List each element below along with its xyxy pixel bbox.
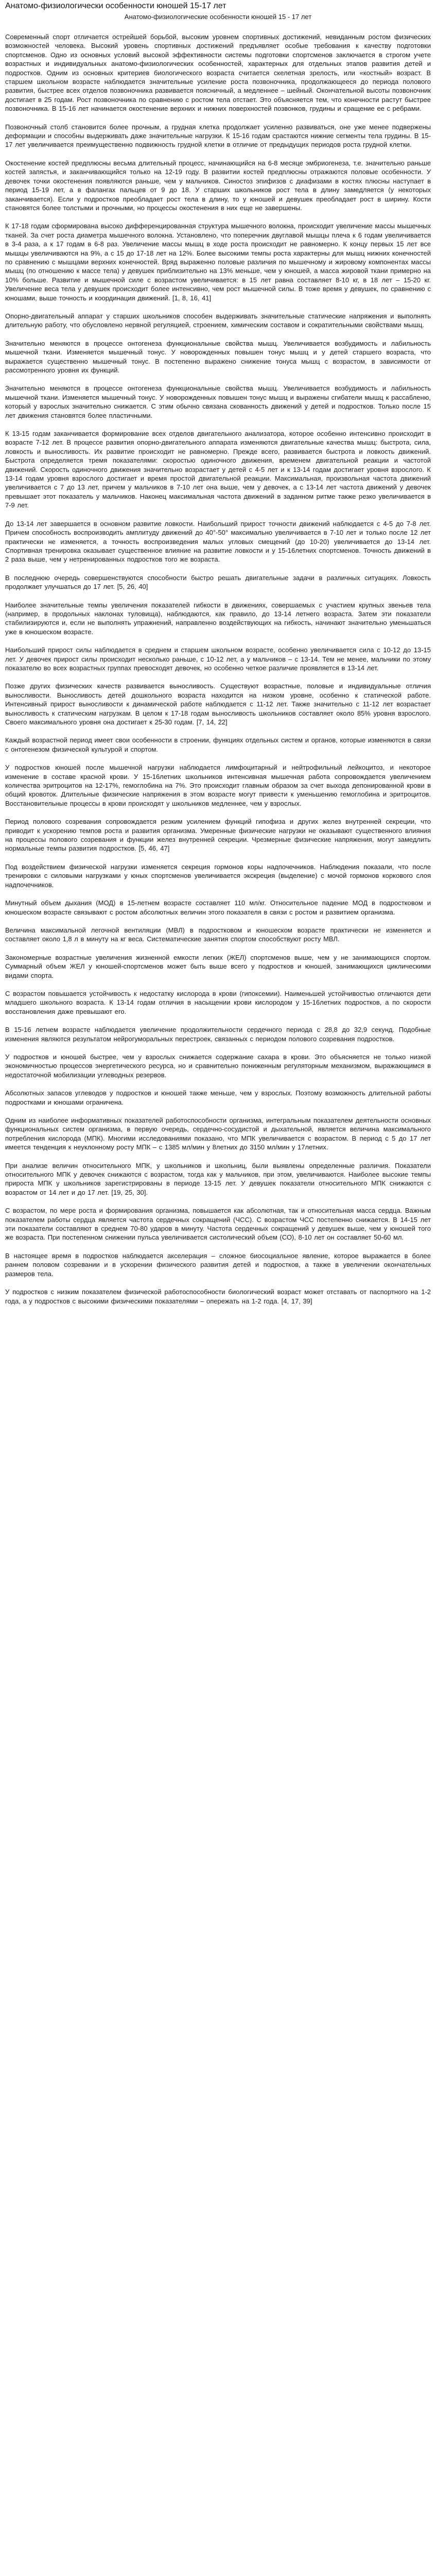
body-paragraph: С возрастом, по мере роста и формирования организма, повышается как абсолютная, так и относительная масса сердца. Важным показателем работы сердца является частота сердечных сокращений (ЧСС). С возрастом ЧСС постепенно снижается. В 14-15 лет эти показатели составляют в среднем 70-80 ударов в минуту. Частота сердечных сокращений у девушек выше, чем у юношей того же возраста. При постепенном снижении пульса увеличивается систолический объем (СО), 8-10 лет он составляет 50-60 мл. [5,1207,431,1242]
body-paragraph: При анализе величин относительного МПК, у школьников и школьниц, были выявлены определенные различия. Показатели относительного МПК у девочек снижаются с возрастом, тогда как у мальчиков, при этом, увеличиваются. Наиболее высокие темпы прироста МПК у школьников зарегистрированы в периоде 13-15 лет. У девушек показатели относительного МПК снижаются с возрастом от 14 лет и до 17 лет. [19, 25, 30]. [5,1161,431,1196]
body-paragraph: Окостенение костей предплюсны весьма длительный процесс, начинающийся на 6-8 месяце эмбриогенеза, т.е. значительно раньше костей запястья, и заканчивающийся только на 12-19 году. В развитии костей предплюсны отражаются половые особенности. У девочек точки окостенения появляются раньше, чем у мальчиков. Синостоз эпифизов с диафизами в костях плюсны наступает в период 15-19 лет, а в фалангах пальцев от 9 до 18. У старших школьников рост тела в длину замедляется (у некоторых заканчивается). Если у подростков преобладает рост тела в длину, то у юношей и девушек преобладает рост в ширину. Кости становятся более толстыми и прочными, но процессы окостенения в них еще не завершены. [5,159,431,212]
body-paragraph: У подростков и юношей быстрее, чем у взрослых снижается содержание сахара в крови. Это объясняется не только низкой экономичностью процессов энергетического ресурса, но и сравнительно пониженным регуляторным механизмом, выражающимся в недостаточной мобилизации углеводных резервов. [5,1053,431,1079]
body-paragraph: С возрастом повышается устойчивость к недостатку кислорода в крови (гипоксемии). Наименьшей устойчивостью отличаются дети младшего школьного возраста. К 13-14 годам отличия в насыщении крови кислородом у 15-16летних подростков, а по скорости восстановления даже превышают его. [5,989,431,1015]
body-paragraph: Современный спорт отличается острейшей борьбой, высоким уровнем спортивных достижений, невиданным ростом физических возможностей человека. Высокий уровень спортивных достижений предъявляет особые требования к качеству подготовки спортсменов. Одно из основных условий высокой эффективности системы подготовки спортсменов заключается в строгом учете возрастных и индивидуальных анатомо-физиологических особенностей, характерных для отдельных этапов развития детей и подростков. Одним из основных критериев биологического возраста считается скелетная зрелость, или «костный» возраст. В старшем школьном возрасте наблюдается значительные усиление роста позвоночника, продолжающееся до периода полового развития, быстрее всех отделов позвоночника развивается поясничный, а медленнее – шейный. Окончательной высоты позвоночник достигает в 25 годам. Рост позвоночника по сравнению с ростом тела отстает. Это объясняется тем, что конечности растут быстрее позвоночника. В 15-16 лет начинается окостенение верхних и нижних поверхностей позвонков, грудины и сращение ее с ребрами. [5,33,431,113]
body-paragraph: Значительно меняются в процессе онтогенеза функциональные свойства мышц. Увеличивается возбудимость и лабильность мышечной ткани. Изменяется мышечный тонус. У новорожденных повышен тонус мышц и у детей старшего возраста, что выражается существенно мышечный тонус. В постепенно выражено снижение тонуса мышц с возрастом, в зависимости от рассмотренного уровня их функций. [5,339,431,374]
body-paragraph: Значительно меняются в процессе онтогенеза функциональные свойства мышц. Увеличивается возбудимость и лабильность мышечной ткани. Изменяется мышечный тонус. У новорожденных повышен тонус мышц и выражены сгибатели мышц к рассабленю, который у взрослых значительно снижается. С этим обычно связана скованность движений у детей и подростков. Только после 15 лет движения становятся более пластичными. [5,384,431,419]
document-subtitle: Анатомо-физиологические особенности юношей 15 - 17 лет [124,13,312,21]
body-paragraph: Величина максимальной легочной вентиляции (МВЛ) в подростковом и юношеском возрасте практически не изменяется и составляет около 1,8 л в минуту на кг веса. Систематические занятия спортом способствуют росту МВЛ. [5,926,431,943]
body-paragraph: В последнюю очередь совершенствуются способности быстро решать двигательные задачи в различных ситуациях. Ловкость продолжает улучшаться до 17 лет. [5, 26, 40] [5,573,431,591]
body-paragraph: Наибольший прирост силы наблюдается в среднем и старшем школьном возрасте, особенно увеличивается сила с 10-12 до 13-15 лет. У девочек прирост силы происходит несколько раньше, с 10-12 лет, а у мальчиков – с 13-14. Тем не менее, мальчики по этому показателю во всех возрастных группах превосходят девочек, но особенно четкое различие проявляется в 13-14 лет. [5,646,431,672]
body-paragraph: У подростков юношей после мышечной нагрузки наблюдается лимфоцитарный и нейтрофильный лейкоцитоз, и некоторое изменение в составе красной крови. У 15-16летних школьников интенсивная мышечная работа сопровождается увеличением количества эритроцитов на 12-17%, гемоглобина на 7%. Это происходит главным образом за счет выхода депонированной крови в общий кровоток. Длительные физические напряжения в этом возрасте могут привести к уменьшению гемоглобина и эритроцитов. Восстановительные процессы в крови происходят у школьников медленнее, чем у взрослых. [5,764,431,807]
document-body [5,32,431,1306]
body-paragraph: Позже других физических качеств развивается выносливость. Существуют возрастные, половые и индивидуальные отличия выносливости. Выносливость детей дошкольного возраста находится на низком уровне, особенно к статической работе. Интенсивный прирост выносливости к динамической работе наблюдается с 11-12 лет. Также значительно с 11-12 лет возрастает выносливость к статическим нагрузкам. В целом к 17-18 годам выносливость школьников составляет около 85% уровня взрослого. Своего максимального уровня она достигает к 25-30 годам. [7, 14, 22] [5,682,431,726]
body-paragraph: Под воздействием физической нагрузки изменяется секреция гормонов коры надпочечников. Наблюдения показали, что после тренировки с силовыми нагрузками у юных спортсменов увеличивается экскреция (выделение) с мочой гормонов коркового слоя надпочечников. [5,862,431,889]
body-paragraph: В настоящее время в подростков наблюдается акселерация – сложное биосоциальное явление, которое выражается в более раннем половом созревании и в ускорении физического развития детей и подростков, а также в увеличении окончательных размеров тела. [5,1251,431,1278]
body-paragraph: До 13-14 лет завершается в основном развитие ловкости. Наибольший прирост точности движений наблюдается с 4-5 до 7-8 лет. Причем способность воспроизводить амплитуду движений до 40°-50° максимально увеличивается в 7-10 лет и только после 12 лет практически не изменяется, а точность воспроизведения малых угловых смещений (до 10-20) увеличивается до 13-14 лет. Спортивная тренировка оказывает существенное влияние на развитие ловкости и у 15-16летних спортсменов. Точность движений в 2 раза выше, чем у нетренированных подростков того же возраста. [5,519,431,564]
body-paragraph: Опорно-двигательный аппарат у старших школьников способен выдерживать значительные статические напряжения и выполнять длительную работу, что обусловлено нервной регуляцией, строением, химическим составом и сократительными свойствами мышц. [5,312,431,329]
body-paragraph: Закономерные возрастные увеличения жизненной емкости легких (ЖЕЛ) спортсменов выше, чем у не занимающихся спортом. Суммарный объем ЖЕЛ у юношей-спортсменов может быть выше всего у подростков и юношей, занимающихся циклическими видами спорта. [5,953,431,979]
body-paragraph: Позвоночный столб становится более прочным, а грудная клетка продолжает усиленно развиваться, оне уже менее подвержены деформации и способны выдерживать даже значительные нагрузки. К 15-16 годам срастаются нижние сегменты тела грудины. В 15-17 лет увеличивается преимущественно подвижность грудной клетки в отличие от предыдущих периодов роста грудной клетки. [5,123,431,149]
body-paragraph: В 15-16 летнем возрасте наблюдается увеличение продолжительности сердечного периода с 28,8 до 32,9 секунд. Подобные изменения являются результатом нейрогуморальных перестроек, связанных с периодом полового созревания подростков. [5,1026,431,1043]
body-paragraph: Одним из наиболее информативных показателей работоспособности организма, интегральным показателем деятельности основных функциональных систем организма, в первую очередь, сердечно-сосудистой и дыхательной, является величина максимального потребления кислорода (МПК). Многими исследованиями показано, что МПК увеличивается с возрастом. В период с 5 до 17 лет имеется тенденция к неуклонному росту МПК – с 1385 мл/мин у 8летних до 3150 мл/мин у 17летних. [5,1116,431,1151]
body-paragraph: К 13-15 годам заканчивается формирование всех отделов двигательного анализатора, которое особенно интенсивно происходит в возрасте 7-12 лет. В процессе развития опорно-двигательного аппарата изменяются двигательные качества мышц: быстрота, сила, ловкость и выносливость. Их развитие происходит не равномерно. Прежде всего, развивается быстрота и ловкость движений. Быстрота определяется тремя показателями: скоростью одиночного движения, временем двигательной реакции и частотой движений. Скорость одиночного движения значительно возрастает у детей с 4-5 лет и к 13-14 годам достигает уровня взрослого. К 13-14 годам уровня взрослого достигает и время простой двигательной реакции. Максимальная, произвольная частота движений увеличивается с 7 до 13 лет, причем у мальчиков в 7-10 лет она выше, чем у девочек, а с 13-14 лет частота движений у девочек превышает этот показатель у мальчиков. Наконец максимальная частота движений в заданном ритме также резко увеличивается в 7-9 лет. [5,430,431,510]
body-paragraph: К 17-18 годам сформирована высоко дифференцированная структура мышечного волокна, происходит увеличение массы мышечных тканей. За счет роста диаметра мышечного волокна. Установлено, что поперечник двуглавой мышцы плеча к 6 годам увеличивается в 3-4 раза, а к 17 годам в 6-8 раз. Увеличение массы мышц в ходе роста происходит не равномерно. К концу первых 15 лет все мышцы увеличиваются на 9%, а с 15 до 17-18 лет на 12%. Более высокими темпы роста характерны для мышц нижних конечностей по сравнению с мышцами верхних конечностей. Вряд выраженно половые различия по мышечному и жировому компонентах массы мышц (по отношению к массе тела) у девушек приблизительно на 13% меньше, чем у юношей, а масса жировой ткани примерно на 10% больше. Развитие и мышечной силе с возрастом увеличивается: в 15 лет равна составляет 8-10 кг, в 18 лет – 15-20 кг. Увеличение веса тела у девушек происходит более интенсивно, чем рост мышечной силы. В тоже время у девушек, по сравнению с юношами, выше точность и координация движений. [1, 8, 16, 41] [5,222,431,302]
body-paragraph: Каждый возрастной период имеет свои особенности в строении, функциях отдельных систем и органов, которые изменяются в связи с онтогенезом физической культурой и спортом. [5,736,431,753]
body-paragraph: У подростков с низким показателем физической работоспособности биологический возраст может отставать от паспортного на 1-2 года, а у подростков с высокими физическими показателями – опережать на 1-2 года. [4, 17, 39] [5,1288,431,1305]
body-paragraph: Период полового созревания сопровождается резким усилением функций гипофиза и других желез внутренней секреции, что приводит к ускорению темпов роста и развития организма. Умеренные физические нагрузки не оказывают существенного влияния на процессы полового созревания и функции желез внутренней секреции. Чрезмерные физические напряжения, могут замедлить нормальные темпы развития подростков. [5, 46, 47] [5,818,431,853]
body-paragraph: Минутный объем дыхания (МОД) в 15-летнем возрасте составляет 110 мл/кг. Относительное падение МОД в подростковом и юношеском возрасте связывают с ростом абсолютных величин этого показателя в связи с ростом и развитием организма. [5,899,431,916]
document-title: Анатомо-физиологически особенности юношей 15-17 лет [5,2,226,10]
body-paragraph: Наиболее значительные темпы увеличения показателей гибкости в движениях, совершаемых с участием крупных звеньев тела (например, в продольных наклонах туловища), наблюдаются, как правило, до 13-14 летнего возраста. Затем эти показатели стабилизируются и, если не выполнять упражнений, направленно воздействующих на гибкость, начинают значительно уменьшаться уже в юношеском возрасте. [5,601,431,636]
body-paragraph: Абсолютных запасов углеводов у подростков и юношей также меньше, чем у взрослых. Поэтому возможность длительной работы подростками и юношами ограничена. [5,1089,431,1106]
